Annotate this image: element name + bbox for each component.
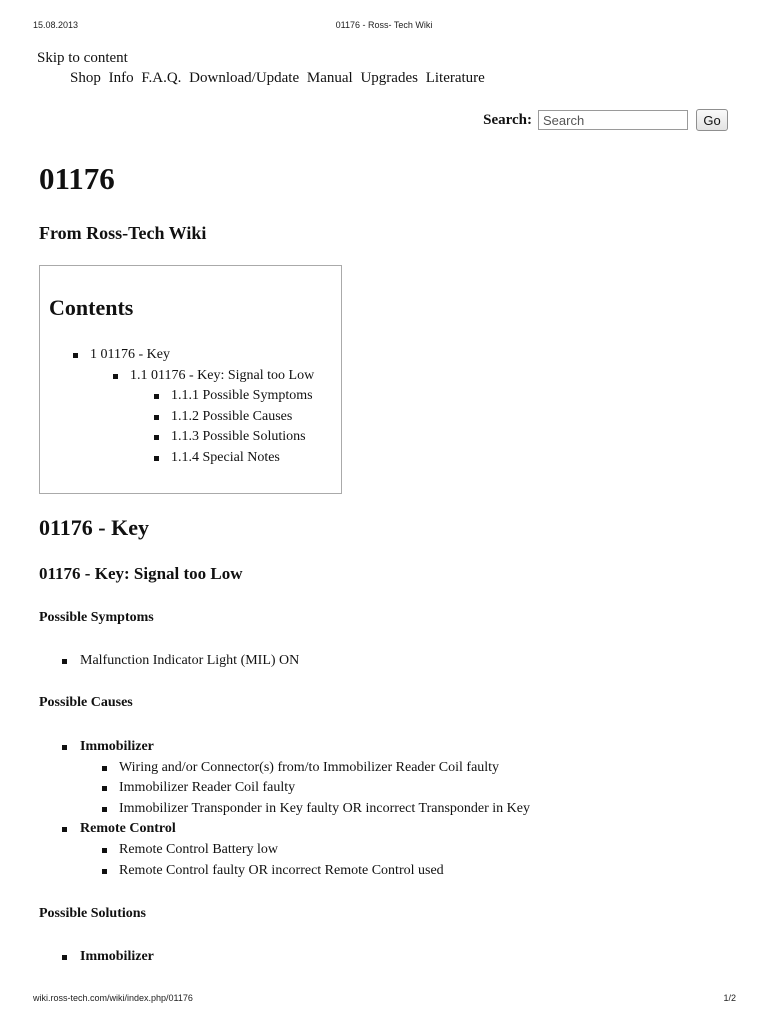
nav-item-upgrades[interactable]: Upgrades [360, 70, 418, 86]
bullet-icon [62, 745, 67, 750]
print-header [0, 20, 768, 32]
nav-item-download-update[interactable]: Download/Update [189, 70, 300, 86]
toc-item-label: 1.1.3 Possible Solutions [171, 429, 306, 445]
bullet-icon [102, 766, 107, 771]
toc-item[interactable] [40, 427, 341, 448]
toc-item[interactable] [40, 448, 341, 469]
cause-text: Immobilizer Reader Coil faulty [119, 780, 296, 796]
nav-item-manual[interactable]: Manual [306, 70, 353, 86]
toc-item-label: 1.1.4 Special Notes [171, 449, 280, 465]
bullet-icon [62, 955, 67, 960]
list-item [0, 840, 768, 861]
print-date: 15.08.2013 [33, 20, 79, 30]
subsection-heading-signal-too-low: 01176 - Key: Signal too Low [39, 564, 243, 583]
bullet-icon [154, 394, 159, 399]
print-url: wiki.ross-tech.com/wiki/index.php/01176 [33, 993, 193, 1003]
causes-list [0, 737, 768, 881]
cause-text: Remote Control faulty OR incorrect Remote Control used [119, 862, 444, 878]
page-title: 01176 [39, 161, 115, 196]
toc-item-label: 1.1 01176 - Key: Signal too Low [130, 367, 315, 383]
solutions-heading: Possible Solutions [39, 906, 146, 921]
toc-item[interactable] [40, 386, 341, 407]
symptoms-list [0, 651, 768, 672]
toc-title: Contents [49, 295, 134, 320]
bullet-icon [102, 807, 107, 812]
solutions-list [0, 947, 768, 968]
search-input[interactable] [538, 110, 688, 130]
nav-item-info[interactable]: Info [108, 70, 134, 86]
skip-to-content-link[interactable]: Skip to content [37, 50, 128, 66]
solution-group-immobilizer [0, 947, 768, 968]
bullet-icon [73, 353, 78, 358]
bullet-icon [102, 786, 107, 791]
symptoms-heading: Possible Symptoms [39, 610, 154, 625]
print-page-title: 01176 - Ross- Tech Wiki [335, 20, 433, 30]
site-subtitle: From Ross-Tech Wiki [39, 223, 207, 243]
bullet-icon [102, 848, 107, 853]
go-button[interactable]: Go [696, 109, 728, 131]
section-heading-key: 01176 - Key [39, 515, 149, 540]
nav-item-faq[interactable]: F.A.Q. [141, 70, 182, 86]
nav-item-literature[interactable]: Literature [425, 70, 485, 86]
cause-group-title: Immobilizer [80, 739, 154, 754]
cause-text: Wiring and/or Connector(s) from/to Immobilizer Reader Coil faulty [119, 759, 500, 775]
toc-item-label: 1.1.1 Possible Symptoms [171, 388, 313, 404]
toc-item-label: 1.1.2 Possible Causes [171, 408, 293, 424]
symptom-text: Malfunction Indicator Light (MIL) ON [80, 653, 300, 668]
print-page-number: 1/2 [723, 993, 736, 1003]
search-label: Search: [483, 111, 532, 128]
bullet-icon [102, 869, 107, 874]
search-bar [483, 108, 728, 132]
toc-list [40, 345, 341, 469]
bullet-icon [154, 435, 159, 440]
bullet-icon [113, 374, 118, 379]
top-nav [70, 69, 489, 87]
toc-item[interactable] [40, 345, 341, 366]
cause-group-immobilizer [0, 737, 768, 758]
toc-item[interactable] [40, 407, 341, 428]
toc-item-label: 1 01176 - Key [90, 347, 170, 362]
print-footer [0, 993, 768, 1005]
causes-heading: Possible Causes [39, 695, 133, 710]
cause-text: Remote Control Battery low [119, 841, 279, 857]
bullet-icon [62, 827, 67, 832]
list-item [0, 799, 768, 820]
toc-item[interactable] [40, 366, 341, 387]
nav-item-shop[interactable]: Shop [70, 70, 101, 86]
bullet-icon [154, 415, 159, 420]
table-of-contents [39, 265, 342, 494]
list-item [0, 778, 768, 799]
solution-group-title: Immobilizer [80, 949, 154, 964]
list-item [0, 861, 768, 882]
list-item [0, 758, 768, 779]
bullet-icon [62, 659, 67, 664]
list-item [0, 651, 768, 672]
bullet-icon [154, 456, 159, 461]
cause-text: Immobilizer Transponder in Key faulty OR incorrect Transponder in Key [119, 800, 530, 816]
cause-group-title: Remote Control [80, 821, 176, 837]
cause-group-remote-control [0, 819, 768, 840]
